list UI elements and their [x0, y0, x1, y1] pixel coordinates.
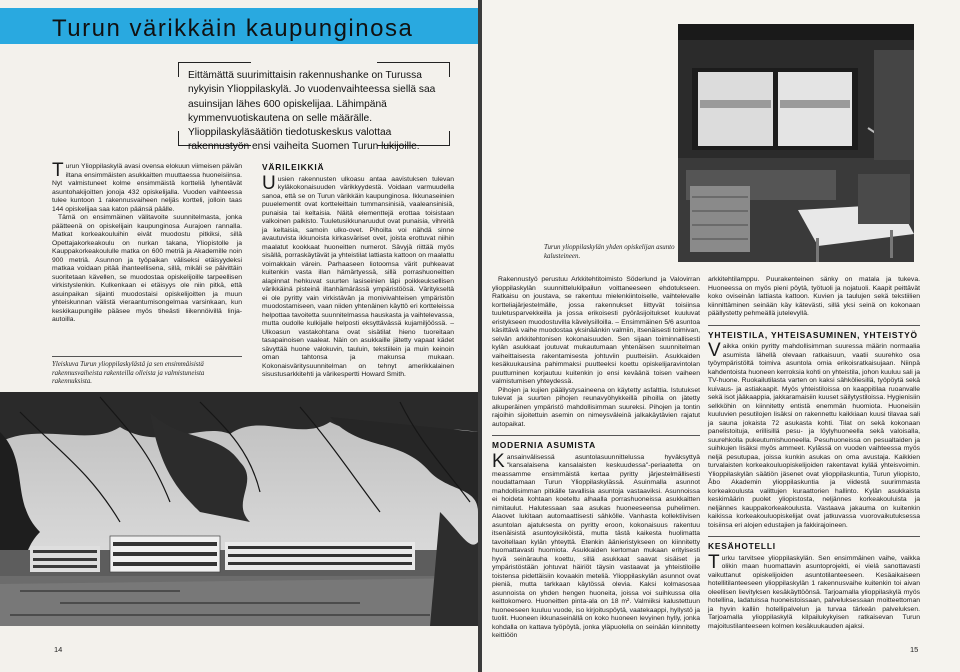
shared-paragraph: Vaikka onkin pyritty mahdollisimman suuressa määrin normaalia asumista lähellä olevaan ratkaisuun, vaatii suurehko osa työympäristöltä toimiva asuntola omia erikoisratkaisujaan. Niinpä kahdentoista huoneen kerroksia kohti on yhteistila, johon kuuluu sali ja TV-huone. Ruokailutilasta varten on kaksi sähköliesillä, työpöytä sekä kuivaus- ja astiakaapit. Myös yhteistiloissa on kaappitilaa ruoanvalle sekä isot jääkaappia, jakkaramaisiin kuuset säilytystiloissa. Hygienisiin selkköhin on kiinnitetty entistä enemmän huomiota. Huoneisiin kuuluvien pesutilojen lisäksi on rakennettu kaikkiaan kuusi tilavaa sali ja sauna jokaista 72 asukasta kohti. Tilat on sekä kokonaan panelistoituja, erillisillä pesu- ja löylyhuoneella sekä valoisalla, suurehkolla pukeutumishuoneella. Pesuhuoneissa on pesualtaiden ja suihkujen lisäksi myös ammeet. Kylässä on vuoden vaihteessa myös neljä pesutupaa, joissa kunkin asukas on oma avustaja. Kaikkien turvalaisten korkeakouluopiskelijoiden rakentavat kylää yhteisvoimin. Ylioppilaskylän säätiön jäsenet ovat ylioppilaskuntia, Turun yliopisto, Åbo Akademin ylioppilaskuntia ja viidestä suurimmasta korkeakoulusta valittujen kuraattorien hallinto. Kylän asukkaista keskimäärin puolet yliopistosta, neljännes korkeakouluista ja neljännes kauppakorkeakoulusta. Vastaava jakauma on kuitenkin kaikissa korkeakouluopiskelijat ovat jatkuvassa vuorovaikutuksessa toisiinsa eri alojen edustajien ja fakkirajoineen.	[708, 340, 920, 529]
dropcap: K	[492, 450, 505, 472]
section-paragraph: Uusien rakennusten ulkoasu antaa aavistuksen tulevan kyläkokonaisuuden värikkyydestä. Voidaan varmuudella sanoa, että se on Turun värikkäin kaupunginosa. Ikkunaseinien puuelementit ovat kortteleittain tummansinisiä, vaaleansinisiä, punaisia tai keltaisia. Näitä elementtejä erottaa toisistaan valkoinen palkisto. Tuuletusikkunaruudut ovat punaisia, vihreitä ja keltaisia, samoin ulko-ovet. Pihoilta voi nähdä sinne avautuvista ikkunoista kirkasväriset ovet, joista erottuvat niihin maalatut kookkaat huoneitten numerot. Sävyjä riittää myös sisällä, porraskäytävät ja yhteistilat lattiasta kattoon on maalattu voimakkain värein. Parhaaseen liotoomsa värit puhkeavat kuitenkin vasta illan hämärtyessä, sillä porrashuoneitten alapinnat hehkuvat suurten lasiseinien läpi poikkeuksellisen värikkäinä pisteinä iltanhämärässä ympäristöösä. Väritykseltä ei ole pyritty vain virkistävän ja monivivahteisen ympäristön muodostamiseen, vaan niiden yhtenäinen käyttö eri kortteleissa helpottaa tavoitetta suunnitelmassa hauskasta ja vaihtelevassa, mutta oudolle kulkijalle helposti eksyttävässä kujamiljöössä. – Ulkoasun vastakohtana ovat sisätilat hieno tuoreitaan tasapainoisen vaaleat. Näin on asukkaille jätetty vapaat kädet sävyttää huone valokuvin, tauluin, tekstiilein ja muin keinoin oman tahtonsa ja makunsa mukaan. Kokonaisväritysuunnitelman on tehnyt amerikkalainen sisustusarkkitehti ja värikespertti Howard Smith.	[262, 172, 454, 378]
section-heading: VÄRILEIKKIÄ	[262, 162, 325, 172]
page-number-right: 15	[910, 645, 919, 654]
left-page	[0, 0, 478, 672]
photo-caption: Yleiskuva Turun ylioppilaskylästä ja sen ensimmäisistä rakennusvaiheista rakenteilla olleista ja valmistuneista rakennuksista.	[52, 361, 205, 386]
section-heading-hotel: KESÄHOTELLI	[708, 541, 776, 551]
dropcap: U	[262, 172, 276, 194]
section-heading-modern: MODERNIA ASUMISTA	[492, 440, 597, 450]
hotel-paragraph: Turku tarvitsee ylioppilaskylän. Sen ensimmäinen vaihe, vaikka olikin maan huomattavin asuntoprojekti, ei vielä sanottavasti vaikuttanut opiskelijoiden asuntotilanteeseen. Kesäaikaiseen hotellitilanteeseen ylioppilaskylän 1 rakennusvaihe kuitenkin toi aivan oleellisen lievityksen kesäkäyttöönsä. Tarjoamalla ylioppilaskylä myös hotellina, ladatuissa huoneistoissaan, palveluksessaan moitteettoman ja hyvin kalliin hotellipalvelun ja turvaa tärkeän palveluksen. Tarjoamalla ylioppilaskylä kilpailukykyisen ratkaisevan Turun majoitustilanteeseen kolmen kesäkuukauden ajaksi.	[708, 551, 920, 630]
intro-paragraph: Rakennustyö perustuu Arkkitehtitoimisto Söderlund ja Valovirran ylioppilaskylän suunnittelukilpailun voittaneeseen ehdotukseen. Ratkaisu on joustava, se rakentuu mielenkiintoiselle, vaihtelevalle kortteliajärjestelmälle, jossa rakennukset liittyvät toisiinsa tuuletusparvekkeilla ja jossa erikoisesti pyöräsijoitukset kuuluvat eristykseen muodostuvilla kävelysilloilla. – Ensimmäinen 5/6 asuntoa käsittävä vaihe muodostaa yksinäänkin valmiin, itsenäisesti toimivan, selvän arkkitehtonisen kokonaisuuden. Sen sijaan toiminnallisesti kylän asukkaat joutuvat mukautumaan yhtenäisen suunnitelman vaiheittaisesta rakentamisesta johtuviin puutteisiin. Asukkaiden kesäkuukausina pahimmaksi puutteeksi koettu opiskelijaravintolan puuttuminen korjautuu kuitenkin jo ensi keväänä toisen vaiheen valmistumisen yhteydessä.	[492, 276, 700, 385]
dropcap: T	[52, 160, 64, 181]
section-rule-1	[492, 435, 700, 436]
page-number-left: 14	[54, 645, 63, 654]
right-left-column	[492, 276, 700, 666]
room-photo	[678, 24, 914, 262]
right-page	[482, 0, 960, 672]
room-photo-caption: Turun ylioppilaskylän yhden opiskelijan asunto kalusteineen.	[544, 244, 675, 260]
section-rule-3	[708, 536, 920, 537]
room-photo-graphic	[678, 24, 914, 262]
caption-rule	[52, 356, 242, 357]
modern-paragraph: Kansainvälisessä asuntolasuunnittelussa hyväksyttyä "kansalaisena kansalaisten keskuudessa"-periaatetta on meassamme ensimmäistä kertaa pyritty järjestelmällisesti noudattamaan Turun Ylioppilaskylässä. Asuinmalla asunnot mahdollisimman pitkälle tavallisia asuntoja vastaaviksi. Asunnoissa ei hoideta kohtaan koeteltu alhaalla porrashuoneissa asukkaitten nimitaulut. Halutessaan saa asukas huoneeseensa puhelimen. Alaovet lukitaan automaattisesti sähkölle. Vanhasta kollektiivisen asuntolan ajatuksesta on pyritty eroon, kokonaisuus rakentuu itsenäisistä asuntoyksiköistä, mutta tästä kaikesta huolimatta tavoitellaan kylän yhteyttä. Etenkin äänieristykseen on kiinnitetty huomattavasti huomiota. Asukkaiden kertoman mukaan erityisesti hyvä seinärauha koettu, sillä asukkaat saavat sisäiset ja ympäristöstään johtuvat häiriöt täysin vastaavat ja yhteistiloille toistensa pidettäisiin kovaakin meteliä. Ylioppilaskylän asunnot ovat pieniä, mutta tarkkaan käytössä olevia. Kaksi kolmasosaa asunnoista on yhden hengen huoneita, joissa voi suihkussa olla keittokomero. Huoneitten pinta-ala on 18 m². Valmiiksi kalustettuun huoneeseen kuuluu vuode, iso kirjoituspöytä, vaatekaappi, hyllystö ja tuolit. Huoneen ikkunaseinällä on koko huoneen levyinen hylly, jonka kohdalla on kattava työpöytä, jonka yläpuolella on seinään kiinnitetty keittiöön	[492, 450, 700, 639]
right-right-column	[708, 276, 920, 636]
body-paragraph-1: Turun Ylioppilaskylä avasi ovensa elokuun viimeisen päivän iltana ensimmäisten asukkaitten muuttaessa huoneisiinsa. Nyt valmistuneet kolme ensimmäistä kortteliä lyhentävät asuntohakijoitten jonoja 432 opiskelijalla. Vuoden vaihteessa tulee kuntoon 1 rakennusvaiheen neljäs kortteli, jolloin taas 144 opiskelijaa saa katon päänsä päälle.	[52, 160, 242, 213]
village-photo-graphic	[0, 392, 478, 626]
lead-paragraph: Eittämättä suurimittaisin rakennushanke on Turussa nykyisin Ylioppilaskylä. Jo vuodenvaihteessa siellä saa asuinsijan lähes 600 opiskelijaa. Lähimpänä kymmenvuotiskautena on selle määrälle. Ylioppilaskyläsäätiön tiedotuskeskus valottaa rakennustyön ensi vaiheita Suomen Turun lukijoille.	[188, 70, 436, 153]
section-rule-2	[708, 325, 920, 326]
body-paragraph-2: Tämä on ensimmäinen välitavoite suunnitelmasta, jonka päätteenä on opiskelijain kaupunginosa Aurajoen rannalla. Matkat korkeakouluihin eivät muodostu pitkiksi, sillä Opettajakorkeakoulu on nurkan takana, Yliopistolle ja Kauppakorkeakoululle matka on 600 metriä ja Akademille noin 900 metriä. Asunnon ja työpaikan väliseksi etäisyydeksi matkaa voidaan pitää ihanteellisena, sillä, mikäli se päivittäin suoritetaan kävellen, se muodostaa opiskelijoille tarpeellisen virkistyslenkin. Kulkenkaan ei etäisyys ole niin pitkä, että asuinpaikan sijainti muodostaisi opiskelijoitten ja muun yhteiskunnan välistä vieraantumisongelmaa varsinkaan, kun keskikaupungille pääsee myös tiheästi liikennöivillä linja-autoilla.	[52, 214, 242, 323]
right-column	[262, 163, 454, 383]
dropcap: V	[708, 340, 721, 361]
yard-paragraph: Pihojen ja kujien pääliystysaineena on käytetty asfalttia. Istutukset tulevat ja suurten pihojen reunavyöhykkeillä pihoilla on jätetty alkuperäinen ympäristö mahdollisimman suureksi. Pihojen ja tontin rajoihin sijoitettuin asemin on nimeysväleinä jalkakäytävien rajatut autopaikat.	[492, 386, 700, 428]
dropcap: T	[708, 551, 720, 573]
left-column	[52, 160, 242, 343]
village-photo	[0, 392, 478, 626]
article-title: Turun värikkäin kaupunginosa	[52, 15, 414, 42]
furniture-paragraph: arkkitehtilamppu. Puurakenteinen sänky on matala ja tukeva. Huoneessa on myös pieni pöytä, työtuoli ja nojatuoli. Kaapit peittävät koko oviseinän lattiasta kattoon. Kuvien ja taulujen sekä tekstiilien kiinnittäminen seinään käy kätevästi, sillä yksi seinä on kokonaan päällystetty pehmeällä jutelevyllä.	[708, 276, 920, 317]
section-heading-shared: YHTEISTILA, YHTEISASUMINEN, YHTEISTYÖ	[708, 329, 918, 340]
title-band	[0, 8, 478, 44]
lead-box	[178, 62, 450, 153]
